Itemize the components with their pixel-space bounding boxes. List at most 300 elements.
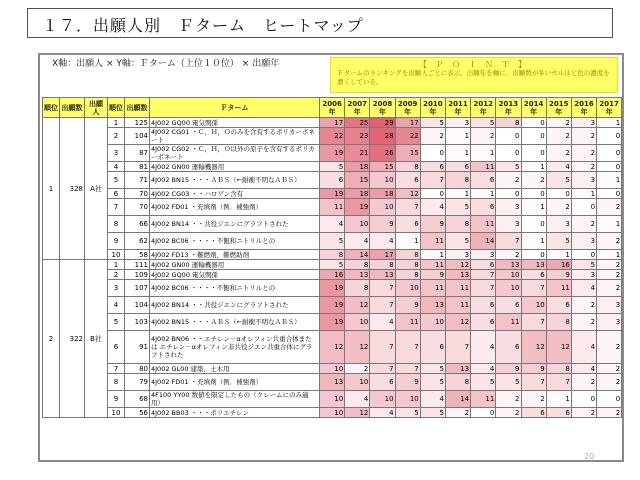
heat-cell: 2 — [597, 364, 622, 374]
heat-cell: 6 — [471, 297, 496, 314]
row-count: 58 — [125, 250, 150, 260]
heat-cell: 2 — [597, 270, 622, 280]
heat-cell: 3 — [445, 118, 470, 128]
heat-cell: 3 — [496, 216, 521, 233]
table-row — [43, 172, 622, 189]
heat-cell: 6 — [521, 408, 546, 418]
heat-cell: 3 — [471, 250, 496, 260]
header-year: 2008年 — [370, 98, 395, 118]
point-heading: 【 Ｐ Ｏ Ｉ Ｎ Ｔ 】 — [418, 60, 530, 69]
heat-cell: 8 — [395, 250, 420, 260]
row-rank: 3 — [108, 145, 125, 162]
heat-cell: 29 — [370, 118, 395, 128]
heat-cell: 19 — [320, 314, 345, 331]
heat-cell: 7 — [521, 374, 546, 391]
group-total: 322 — [60, 260, 85, 418]
heat-cell: 10 — [345, 314, 370, 331]
heat-cell: 6 — [320, 172, 345, 189]
heat-cell: 6 — [546, 408, 571, 418]
heat-cell: 3 — [597, 314, 622, 331]
header-row — [43, 98, 622, 118]
heat-cell: 2 — [521, 391, 546, 408]
row-fterm: 4J002 GN00 運輸機器用 — [150, 260, 320, 270]
heat-cell: 6 — [496, 331, 521, 364]
heat-cell: 8 — [445, 374, 470, 391]
heat-cell: 2 — [546, 128, 571, 145]
header-rank: 順位 — [43, 98, 60, 118]
row-rank: 10 — [108, 250, 125, 260]
heat-cell: 17 — [320, 118, 345, 128]
heat-cell: 2 — [571, 216, 596, 233]
heat-cell: 12 — [320, 331, 345, 364]
row-rank: 5 — [108, 172, 125, 189]
heat-cell: 2 — [597, 374, 622, 391]
heat-cell: 9 — [395, 297, 420, 314]
heat-cell: 9 — [420, 270, 445, 280]
heat-cell: 0 — [420, 189, 445, 199]
heat-cell: 4 — [546, 162, 571, 172]
heat-cell: 3 — [546, 216, 571, 233]
row-fterm: 4J002 FD13 ・難燃剤，難燃助剤 — [150, 250, 320, 260]
table-row — [43, 331, 622, 364]
heat-cell: 0 — [597, 145, 622, 162]
heat-cell: 2 — [521, 172, 546, 189]
heat-cell: 13 — [320, 374, 345, 391]
header-total: 出願数 — [60, 98, 85, 118]
heat-cell: 5 — [320, 260, 345, 270]
group-applicant: B社 — [85, 260, 108, 418]
heat-cell: 6 — [496, 297, 521, 314]
row-fterm: 4J002 CG03 ・・ハロゲン含有 — [150, 189, 320, 199]
heat-cell: 16 — [320, 270, 345, 280]
row-rank: 3 — [108, 280, 125, 297]
heat-cell: 5 — [420, 118, 445, 128]
table-row — [43, 199, 622, 216]
point-box — [330, 57, 618, 93]
row-fterm: 4J002 BN15 ・・・ＡＢＳ（←耐衝不明なＡＢＳ） — [150, 172, 320, 189]
heat-cell: 10 — [496, 280, 521, 297]
heat-cell: 11 — [471, 216, 496, 233]
row-fterm: 4J002 CG02 ・Ｃ，Ｈ，Ｏ以外の原子を含有するポリカーボネート — [150, 145, 320, 162]
heat-cell: 7 — [521, 280, 546, 297]
heat-cell: 12 — [345, 331, 370, 364]
heat-cell: 0 — [420, 145, 445, 162]
heat-cell: 22 — [320, 128, 345, 145]
heat-cell: 19 — [345, 199, 370, 216]
heat-cell: 11 — [445, 297, 470, 314]
heat-cell: 13 — [345, 270, 370, 280]
table-row — [43, 270, 622, 280]
heat-cell: 2 — [597, 199, 622, 216]
heat-cell: 3 — [571, 118, 596, 128]
table-row — [43, 162, 622, 172]
row-fterm: 4J002 GQ00 電気関係 — [150, 270, 320, 280]
page-title: １７．出願人別 Ｆターム ヒートマップ — [42, 16, 364, 35]
page-number: 20 — [584, 452, 595, 461]
heat-cell: 5 — [395, 408, 420, 418]
heat-cell: 5 — [546, 233, 571, 250]
heat-cell: 4 — [571, 280, 596, 297]
row-count: 71 — [125, 172, 150, 189]
header-year: 2017年 — [597, 98, 622, 118]
heat-cell: 8 — [395, 270, 420, 280]
heat-cell: 2 — [546, 118, 571, 128]
row-count: 111 — [125, 260, 150, 270]
heat-cell: 13 — [445, 270, 470, 280]
row-fterm: 4J002 FD01 ・充填剤（例．補強剤） — [150, 199, 320, 216]
heat-cell: 18 — [345, 162, 370, 172]
row-fterm: 4F100 YY00 数値を限定したもの（クレームにのみ適用） — [150, 391, 320, 408]
heat-cell: 0 — [521, 145, 546, 162]
heat-cell: 1 — [471, 189, 496, 199]
heat-cell: 5 — [420, 364, 445, 374]
heat-cell: 4 — [420, 391, 445, 408]
heat-cell: 6 — [420, 162, 445, 172]
heat-cell: 5 — [496, 162, 521, 172]
heat-cell: 2 — [345, 364, 370, 374]
heat-cell: 11 — [395, 314, 420, 331]
table-body — [43, 118, 622, 418]
table-row — [43, 280, 622, 297]
row-count: 80 — [125, 364, 150, 374]
heat-cell: 11 — [546, 280, 571, 297]
axis-description: X軸：出願人 × Y軸：Ｆターム（上位１０位） × 出願年 — [52, 59, 280, 69]
heat-cell: 0 — [546, 189, 571, 199]
heat-cell: 4 — [571, 364, 596, 374]
heat-cell: 0 — [597, 162, 622, 172]
row-fterm: 4J002 GL00 建築，土木用 — [150, 364, 320, 374]
heat-cell: 10 — [320, 408, 345, 418]
group-total: 328 — [60, 118, 85, 260]
heat-cell: 5 — [320, 233, 345, 250]
heat-cell: 0 — [521, 128, 546, 145]
table-row — [43, 233, 622, 250]
heat-cell: 19 — [320, 280, 345, 297]
row-rank: 4 — [108, 297, 125, 314]
heat-cell: 5 — [445, 199, 470, 216]
heat-cell: 1 — [597, 172, 622, 189]
heat-cell: 7 — [445, 331, 470, 364]
heat-cell: 13 — [445, 364, 470, 374]
heat-cell: 0 — [471, 408, 496, 418]
heat-cell: 5 — [320, 162, 345, 172]
row-rank: 5 — [108, 314, 125, 331]
heat-cell: 5 — [471, 118, 496, 128]
heat-cell: 7 — [370, 331, 395, 364]
heat-cell: 1 — [420, 250, 445, 260]
row-count: 66 — [125, 216, 150, 233]
row-rank: 8 — [108, 216, 125, 233]
point-body: Ｆタームのランキングを出願人ごとに表示。出願年を軸に、出願数が多いセルほど色の濃度を濃くしている。 — [337, 69, 610, 86]
row-count: 91 — [125, 331, 150, 364]
heat-cell: 2 — [496, 408, 521, 418]
heat-cell: 5 — [471, 374, 496, 391]
table-row — [43, 260, 622, 270]
heat-cell: 26 — [370, 145, 395, 162]
heat-cell: 5 — [420, 374, 445, 391]
heat-cell: 4 — [571, 331, 596, 364]
heat-cell: 2 — [571, 145, 596, 162]
heat-cell: 6 — [546, 297, 571, 314]
heat-cell: 0 — [571, 250, 596, 260]
heat-cell: 2 — [445, 408, 470, 418]
row-rank: 1 — [108, 118, 125, 128]
heat-cell: 14 — [471, 233, 496, 250]
heat-cell: 11 — [445, 280, 470, 297]
header-sub-total: 出願数 — [125, 98, 150, 118]
heat-cell: 15 — [345, 172, 370, 189]
heat-cell: 10 — [496, 270, 521, 280]
header-year: 2016年 — [571, 98, 596, 118]
row-count: 70 — [125, 199, 150, 216]
heat-cell: 13 — [370, 270, 395, 280]
heat-cell: 2 — [597, 331, 622, 364]
heat-cell: 13 — [496, 260, 521, 270]
heat-cell: 9 — [420, 216, 445, 233]
heat-cell: 7 — [471, 270, 496, 280]
heat-cell: 4 — [471, 331, 496, 364]
heat-cell: 4 — [471, 364, 496, 374]
table-row — [43, 408, 622, 418]
row-fterm: 4J002 GQ00 電気関係 — [150, 118, 320, 128]
heat-cell: 7 — [370, 297, 395, 314]
heat-cell: 5 — [420, 408, 445, 418]
heat-cell: 5 — [496, 374, 521, 391]
row-fterm: 4J002 BN14 ・・共役ジエンにグラフトされた — [150, 216, 320, 233]
heat-cell: 0 — [496, 189, 521, 199]
heat-cell: 2 — [571, 408, 596, 418]
heat-cell: 9 — [546, 270, 571, 280]
heat-cell: 2 — [420, 128, 445, 145]
heat-cell: 2 — [496, 172, 521, 189]
table-row — [43, 364, 622, 374]
heat-cell: 0 — [521, 189, 546, 199]
heat-cell: 13 — [420, 297, 445, 314]
heat-cell: 2 — [571, 162, 596, 172]
heat-cell: 11 — [471, 391, 496, 408]
heat-cell: 11 — [320, 199, 345, 216]
row-fterm: 4J002 BN06 ・・エチレン－αオレフィン共重合体または エチレン－αオレフィン非共役ジエン共重合体にグラフトされた — [150, 331, 320, 364]
heat-cell: 2 — [496, 391, 521, 408]
heat-cell: 1 — [597, 216, 622, 233]
heat-cell: 7 — [420, 172, 445, 189]
row-rank: 8 — [108, 374, 125, 391]
header-year: 2014年 — [521, 98, 546, 118]
row-count: 87 — [125, 145, 150, 162]
table-row — [43, 128, 622, 145]
heat-cell: 12 — [521, 331, 546, 364]
heat-cell: 1 — [521, 199, 546, 216]
heat-cell: 3 — [496, 199, 521, 216]
heat-cell: 2 — [597, 280, 622, 297]
header-year: 2013年 — [496, 98, 521, 118]
row-rank: 1 — [108, 260, 125, 270]
heat-cell: 10 — [370, 391, 395, 408]
heat-cell: 8 — [345, 260, 370, 270]
content-frame — [38, 53, 624, 462]
heat-cell: 9 — [496, 364, 521, 374]
title-bar — [27, 8, 613, 38]
row-rank: 2 — [108, 270, 125, 280]
heat-cell: 19 — [320, 145, 345, 162]
heat-cell: 8 — [445, 172, 470, 189]
heat-cell: 4 — [345, 233, 370, 250]
row-fterm: 4J002 BC06 ・・・・不飽和ニトリルとの — [150, 233, 320, 250]
heat-cell: 10 — [345, 216, 370, 233]
heat-cell: 9 — [395, 374, 420, 391]
row-rank: 6 — [108, 331, 125, 364]
row-fterm: 4J002 BN14 ・・共役ジエンにグラフトされた — [150, 297, 320, 314]
heat-cell: 0 — [521, 250, 546, 260]
header-year: 2009年 — [395, 98, 420, 118]
row-count: 79 — [125, 374, 150, 391]
heat-cell: 0 — [571, 199, 596, 216]
heat-cell: 10 — [420, 314, 445, 331]
heat-cell: 10 — [320, 364, 345, 374]
heat-cell: 5 — [571, 260, 596, 270]
heat-cell: 12 — [395, 189, 420, 199]
row-fterm: 4J002 CG01 ・Ｃ，Ｈ，Ｏのみを含有するポリカーボネート — [150, 128, 320, 145]
heat-cell: 1 — [521, 233, 546, 250]
heat-cell: 12 — [445, 314, 470, 331]
group-applicant: A社 — [85, 118, 108, 260]
row-fterm: 4J002 GN00 運輸機器用 — [150, 162, 320, 172]
heat-cell: 6 — [471, 314, 496, 331]
heat-cell: 3 — [571, 270, 596, 280]
heatmap-table — [42, 97, 622, 418]
heat-cell: 14 — [345, 250, 370, 260]
heat-cell: 28 — [370, 128, 395, 145]
header-applicant: 出願人 — [85, 98, 108, 118]
heat-cell: 0 — [597, 189, 622, 199]
heat-cell: 2 — [597, 408, 622, 418]
heat-cell: 2 — [597, 233, 622, 250]
heat-cell: 1 — [597, 250, 622, 260]
heat-cell: 23 — [345, 128, 370, 145]
heat-cell: 6 — [471, 172, 496, 189]
heat-cell: 2 — [571, 314, 596, 331]
heat-cell: 16 — [546, 260, 571, 270]
heat-cell: 7 — [395, 364, 420, 374]
heat-cell: 7 — [370, 280, 395, 297]
heat-cell: 7 — [471, 280, 496, 297]
heat-cell: 10 — [320, 391, 345, 408]
table-row — [43, 250, 622, 260]
heat-cell: 17 — [395, 118, 420, 128]
heat-cell: 1 — [597, 118, 622, 128]
heat-cell: 12 — [345, 297, 370, 314]
heat-cell: 10 — [395, 391, 420, 408]
table-row — [43, 145, 622, 162]
heat-cell: 2 — [571, 297, 596, 314]
row-rank: 2 — [108, 128, 125, 145]
header-fterm: Ｆターム — [150, 98, 320, 118]
group-rank: 1 — [43, 118, 60, 260]
header-year: 2011年 — [445, 98, 470, 118]
row-count: 107 — [125, 280, 150, 297]
heat-cell: 12 — [546, 331, 571, 364]
heat-cell: 7 — [546, 374, 571, 391]
header-year: 2015年 — [546, 98, 571, 118]
row-rank: 9 — [108, 233, 125, 250]
heat-cell: 3 — [571, 172, 596, 189]
heat-cell: 0 — [597, 391, 622, 408]
heat-cell: 11 — [420, 233, 445, 250]
heat-cell: 10 — [370, 172, 395, 189]
heat-cell: 0 — [571, 391, 596, 408]
heat-cell: 7 — [521, 314, 546, 331]
row-fterm: 4J002 BB03 ・・・ポリエチレン — [150, 408, 320, 418]
heat-cell: 10 — [370, 199, 395, 216]
heat-cell: 19 — [320, 189, 345, 199]
heat-cell: 8 — [496, 118, 521, 128]
heat-cell: 15 — [370, 162, 395, 172]
row-rank: 10 — [108, 408, 125, 418]
row-count: 103 — [125, 314, 150, 331]
heat-cell: 1 — [546, 391, 571, 408]
header-year: 2010年 — [420, 98, 445, 118]
heat-cell: 25 — [345, 118, 370, 128]
heat-cell: 8 — [370, 260, 395, 270]
heat-cell: 1 — [395, 233, 420, 250]
heat-cell: 9 — [521, 364, 546, 374]
heat-cell: 21 — [345, 145, 370, 162]
heat-cell: 3 — [571, 233, 596, 250]
table-row — [43, 216, 622, 233]
heat-cell: 4 — [420, 199, 445, 216]
heat-cell: 10 — [345, 374, 370, 391]
heat-cell: 2 — [496, 250, 521, 260]
heat-cell: 18 — [345, 189, 370, 199]
heat-cell: 2 — [571, 374, 596, 391]
heat-cell: 4 — [320, 216, 345, 233]
heat-cell: 2 — [471, 128, 496, 145]
header-year: 2006年 — [320, 98, 345, 118]
heat-cell: 0 — [521, 216, 546, 233]
heat-cell: 7 — [395, 331, 420, 364]
heat-cell: 13 — [521, 260, 546, 270]
heat-cell: 2 — [571, 128, 596, 145]
heat-cell: 11 — [471, 162, 496, 172]
row-count: 104 — [125, 128, 150, 145]
group-rank: 2 — [43, 260, 60, 418]
header-year: 2007年 — [345, 98, 370, 118]
heat-cell: 12 — [445, 260, 470, 270]
table-row — [43, 189, 622, 199]
heat-cell: 7 — [370, 364, 395, 374]
heat-cell: 6 — [471, 199, 496, 216]
heat-cell: 9 — [370, 216, 395, 233]
heat-cell: 8 — [320, 250, 345, 260]
heat-cell: 15 — [395, 145, 420, 162]
heat-cell: 11 — [496, 314, 521, 331]
heat-cell: 8 — [445, 216, 470, 233]
row-count: 109 — [125, 270, 150, 280]
heat-cell: 18 — [370, 189, 395, 199]
heat-cell: 3 — [445, 250, 470, 260]
table-row — [43, 118, 622, 128]
row-rank: 7 — [108, 199, 125, 216]
heat-cell: 2 — [546, 199, 571, 216]
row-count: 70 — [125, 189, 150, 199]
heat-cell: 2 — [546, 145, 571, 162]
row-count: 68 — [125, 391, 150, 408]
row-rank: 7 — [108, 364, 125, 374]
header-year: 2012年 — [471, 98, 496, 118]
heat-cell: 1 — [546, 250, 571, 260]
heat-cell: 3 — [597, 297, 622, 314]
heat-cell: 1 — [471, 145, 496, 162]
